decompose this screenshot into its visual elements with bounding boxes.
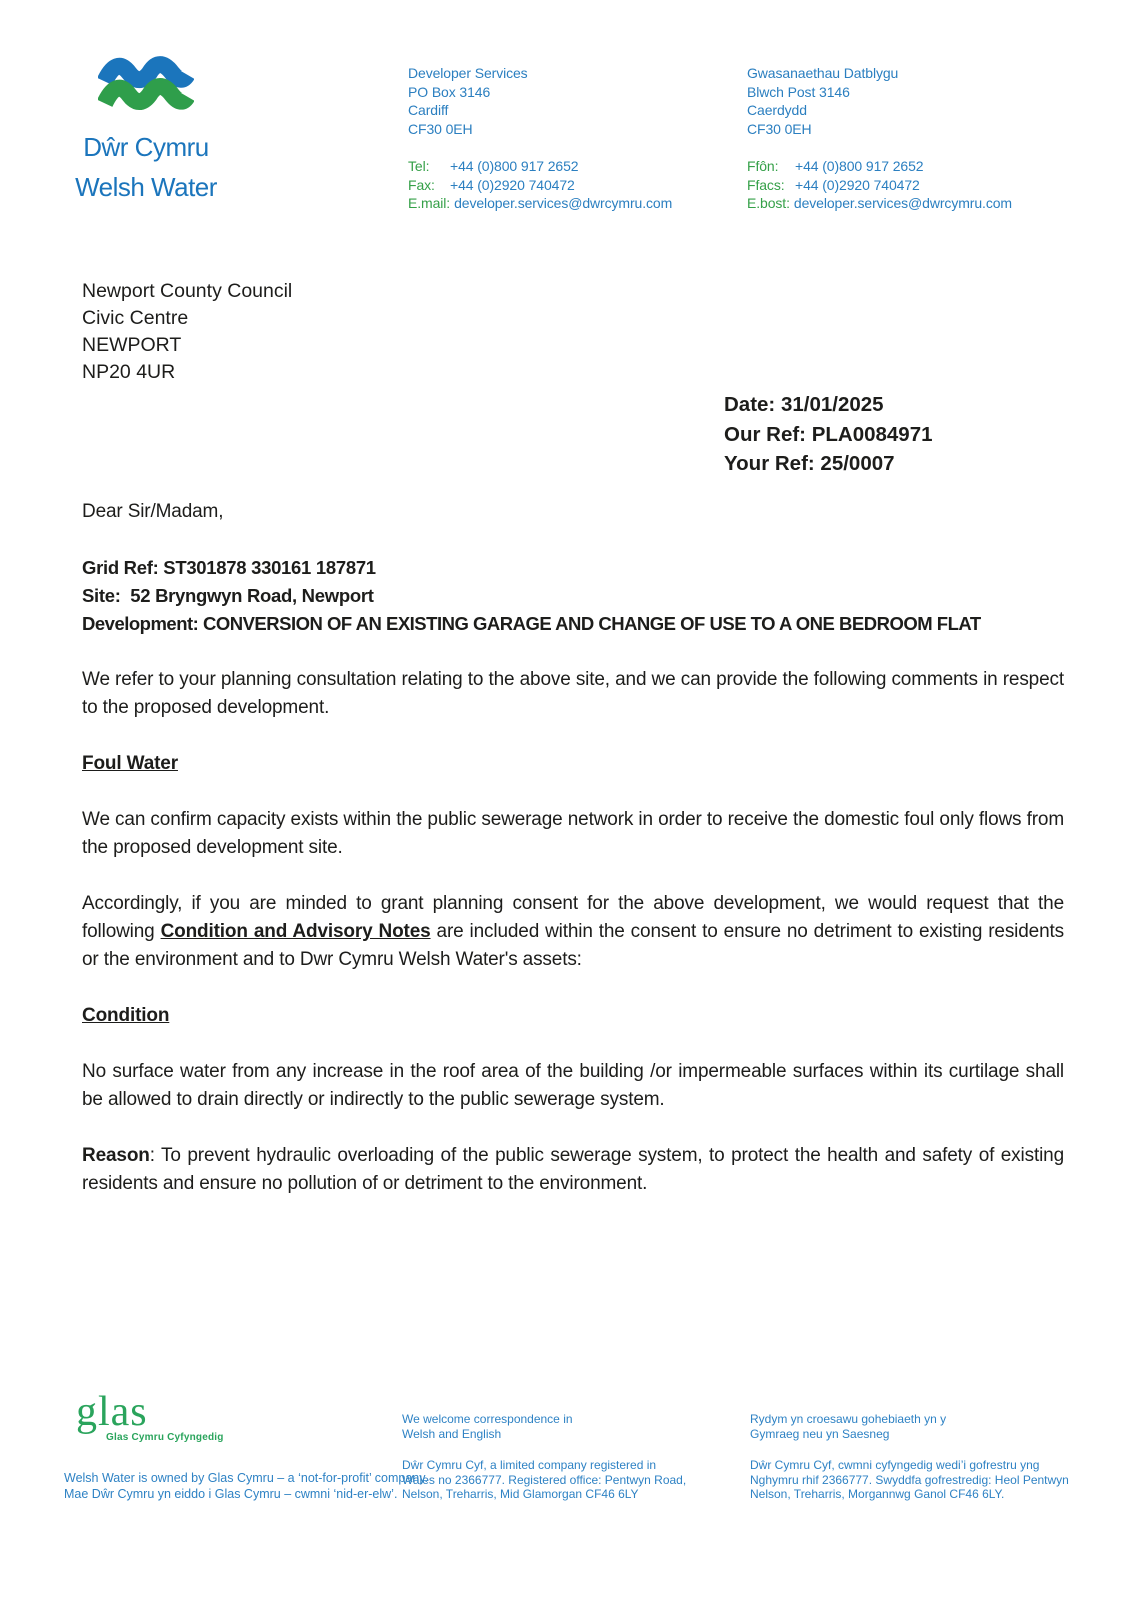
reference-block xyxy=(724,390,933,479)
condition-heading: Condition xyxy=(82,1005,170,1026)
development-line: Development: CONVERSION OF AN EXISTING GARAGE AND CHANGE OF USE TO A ONE BEDROOM FLAT xyxy=(82,613,981,634)
contact-po-box: PO Box 3146 xyxy=(408,83,491,100)
contact-postcode-cy: CF30 0EH xyxy=(747,120,812,137)
foul-water-heading: Foul Water xyxy=(82,753,178,774)
recipient-line: Newport County Council xyxy=(82,280,293,302)
company-registration-en: Wales no 2366777. Registered office: Pentwyn Road, xyxy=(402,1472,687,1487)
our-ref: Our Ref: PLA0084971 xyxy=(724,422,933,446)
ownership-note-en: Welsh Water is owned by Glas Cymru – a ‘not-for-profit’ company. xyxy=(64,1471,429,1485)
foul-water-paragraph: We can confirm capacity exists within the public sewerage network in order to receive the domestic foul only flows from the proposed development site. xyxy=(82,809,1064,858)
fax-label: Fax: xyxy=(408,176,435,193)
welsh-water-logo-mark xyxy=(98,56,194,122)
company-registration-en: Nelson, Treharris, Mid Glamorgan CF46 6LY xyxy=(402,1487,639,1501)
correspondence-note-cy: Gymraeg neu yn Saesneg xyxy=(750,1426,890,1441)
company-registration-cy: Dŵr Cymru Cyf, cwmni cyfyngedig wedi’i gofrestru yng xyxy=(750,1458,1040,1472)
email-label-cy: E.bost: xyxy=(747,195,790,211)
contact-block-welsh xyxy=(747,64,1077,213)
email-value-cy: developer.services@dwrcymru.com xyxy=(793,195,1012,211)
accordingly-pre: Accordingly, if you are minded to grant planning consent for the above development, we would request that the following xyxy=(82,893,1064,942)
recipient-line: NEWPORT xyxy=(82,334,182,356)
glas-wordmark: glas xyxy=(76,1389,148,1435)
correspondence-note-en: We welcome correspondence in xyxy=(402,1412,573,1426)
email-value: developer.services@dwrcymru.com xyxy=(454,195,673,211)
ownership-note xyxy=(64,1471,428,1502)
reason-paragraph xyxy=(82,1142,1064,1198)
condition-advisory-notes-emphasis: Condition and Advisory Notes xyxy=(160,921,431,942)
correspondence-note-cy: Rydym yn croesawu gohebiaeth yn y xyxy=(750,1412,947,1426)
contact-postcode: CF30 0EH xyxy=(408,120,473,137)
recipient-line: Civic Centre xyxy=(82,307,189,329)
intro-paragraph: We refer to your planning consultation relating to the above site, and we can provide the following comments in respect to the proposed development. xyxy=(82,669,1064,718)
glas-subtitle: Glas Cymru Cyfyngedig xyxy=(106,1432,224,1443)
salutation: Dear Sir/Madam, xyxy=(82,501,224,522)
condition-paragraph: No surface water from any increase in the roof area of the building /or impermeable surfaces within its curtilage shall be allowed to drain directly or indirectly to the public sewerage system. xyxy=(82,1061,1064,1110)
welsh-water-logo xyxy=(70,56,222,202)
accordingly-paragraph xyxy=(82,890,1064,974)
contact-block-english xyxy=(408,64,718,213)
email-label: E.mail: xyxy=(408,195,451,211)
tel-value: +44 (0)800 917 2652 xyxy=(450,158,579,174)
fax-value-cy: +44 (0)2920 740472 xyxy=(795,176,920,193)
letter-date: Date: 31/01/2025 xyxy=(724,393,884,416)
reason-text: : To prevent hydraulic overloading of the public sewerage system, to protect the health and safety of existing residents and ensure no pollution of or detriment to the environment. xyxy=(82,1145,1064,1194)
your-ref: Your Ref: 25/0007 xyxy=(724,452,895,475)
recipient-line: NP20 4UR xyxy=(82,361,176,383)
tel-label: Tel: xyxy=(408,158,430,174)
contact-dept: Developer Services xyxy=(408,65,528,81)
company-registration-en: Dŵr Cymru Cyf, a limited company registered in xyxy=(402,1458,657,1472)
glas-logo xyxy=(76,1389,224,1443)
fax-value: +44 (0)2920 740472 xyxy=(450,176,575,193)
footer-smallprint-english xyxy=(402,1412,722,1519)
grid-ref-line: Grid Ref: ST301878 330161 187871 xyxy=(82,557,376,578)
company-registration-cy: Nelson, Treharris, Morgannwg Ganol CF46 6LY. xyxy=(750,1487,1005,1501)
ownership-note-cy: Mae Dŵr Cymru yn eiddo i Glas Cymru – cwmni ‘nid-er-elw’. xyxy=(64,1486,398,1501)
contact-city: Cardiff xyxy=(408,102,449,118)
letter-body xyxy=(82,498,1064,1226)
fax-label-cy: Ffacs: xyxy=(747,176,785,193)
recipient-address xyxy=(82,278,292,386)
contact-po-box-cy: Blwch Post 3146 xyxy=(747,83,850,100)
company-registration-cy: Nghymru rhif 2366777. Swyddfa gofrestredig: Heol Pentwyn xyxy=(750,1472,1069,1487)
footer-smallprint-welsh xyxy=(750,1412,1090,1519)
tel-value-cy: +44 (0)800 917 2652 xyxy=(795,158,924,174)
tel-label-cy: Ffôn: xyxy=(747,158,779,174)
correspondence-note-en: Welsh and English xyxy=(402,1426,502,1441)
brand-name-line2: Welsh Water xyxy=(75,172,217,202)
accordingly-post: are included within the consent to ensure no detriment to existing residents or the environment and to Dwr Cymru Welsh Water's assets: xyxy=(82,921,1064,970)
contact-dept-cy: Gwasanaethau Datblygu xyxy=(747,65,899,81)
site-details-block xyxy=(82,554,1064,638)
reason-label: Reason xyxy=(82,1145,150,1166)
brand-name-line1: Dŵr Cymru xyxy=(83,132,209,162)
site-line: Site: 52 Bryngwyn Road, Newport xyxy=(82,585,374,606)
contact-city-cy: Caerdydd xyxy=(747,102,807,118)
